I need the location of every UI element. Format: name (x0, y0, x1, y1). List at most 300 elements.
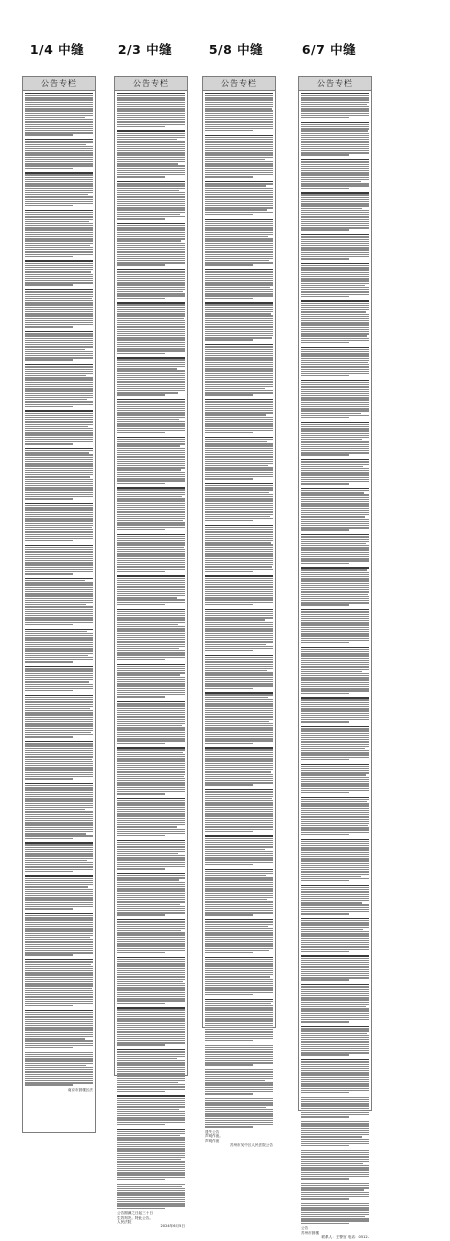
text-line (301, 263, 369, 264)
text-line (117, 97, 185, 98)
text-line (117, 740, 185, 741)
text-line (301, 1165, 369, 1166)
text-line (117, 1131, 185, 1132)
text-line (117, 445, 180, 446)
text-line (301, 764, 369, 765)
text-line (117, 950, 185, 951)
text-line (117, 882, 185, 883)
text-line (205, 274, 273, 275)
text-line (117, 381, 185, 382)
text-line (25, 589, 93, 590)
text-line (117, 379, 185, 380)
text-line (301, 541, 369, 542)
text-line (301, 1156, 369, 1157)
text-line (117, 350, 185, 351)
text-line (301, 1194, 369, 1195)
text-line (205, 714, 273, 715)
text-line (205, 95, 273, 96)
text-line (205, 593, 273, 594)
text-line (117, 331, 185, 332)
text-line (301, 1103, 369, 1104)
text-line (25, 410, 93, 411)
text-line (117, 961, 185, 962)
text-line (25, 424, 93, 425)
text-line (117, 401, 185, 402)
paragraph-gap (205, 521, 273, 524)
text-line (205, 1069, 273, 1070)
text-line (117, 652, 185, 653)
text-line (117, 708, 185, 709)
text-line (205, 150, 273, 151)
text-line (205, 199, 273, 200)
text-line (25, 704, 93, 705)
text-line (205, 888, 273, 889)
text-line (117, 152, 185, 153)
text-line (205, 408, 273, 409)
text-line (25, 750, 93, 751)
text-line (117, 139, 177, 140)
text-line (301, 843, 369, 844)
text-line (301, 662, 369, 663)
text-line (205, 672, 273, 673)
text-line (25, 723, 93, 724)
text-line (301, 730, 369, 731)
paragraph-gap (205, 832, 273, 835)
text-line (117, 240, 181, 241)
text-line (205, 589, 273, 590)
text-line (301, 889, 369, 890)
text-line (25, 814, 93, 815)
text-line (205, 635, 273, 636)
text-line (205, 454, 273, 455)
text-line (301, 479, 369, 480)
text-line (301, 829, 369, 830)
text-line (117, 646, 185, 647)
paragraph-gap (301, 835, 369, 838)
text-line (301, 779, 369, 780)
text-line (25, 479, 93, 480)
text-line (205, 459, 273, 460)
text-line (301, 852, 369, 853)
text-line (205, 679, 273, 680)
text-line (205, 630, 273, 631)
text-line (117, 879, 179, 880)
text-line (205, 280, 273, 281)
text-line (117, 551, 185, 552)
text-line (205, 859, 273, 860)
text-line (205, 609, 273, 610)
text-line (205, 613, 273, 614)
text-line (25, 1056, 93, 1057)
text-line (301, 620, 369, 621)
text-line (301, 777, 369, 778)
text-line (205, 818, 273, 819)
text-line (25, 434, 93, 435)
text-line (25, 562, 93, 563)
text-line (117, 324, 185, 325)
text-line (301, 673, 369, 674)
text-line (25, 981, 93, 982)
text-line (117, 1073, 185, 1074)
text-line (25, 831, 93, 832)
text-line (301, 655, 369, 656)
text-line (117, 1113, 185, 1114)
text-line (25, 948, 93, 949)
text-line (25, 216, 93, 217)
text-line (301, 960, 369, 961)
text-line (25, 611, 93, 612)
text-line (205, 699, 273, 700)
text-line (117, 1117, 185, 1118)
text-line (117, 254, 185, 255)
paragraph-gap (117, 660, 185, 663)
text-line (301, 300, 369, 301)
text-line (205, 445, 273, 446)
text-line (117, 760, 185, 761)
text-line (205, 582, 273, 583)
text-line (205, 553, 273, 554)
text-line (301, 602, 369, 603)
text-line (25, 655, 88, 656)
paragraph-gap (25, 257, 93, 260)
text-line (301, 219, 369, 220)
text-line (301, 631, 369, 632)
text-line (205, 1071, 273, 1072)
text-line (205, 615, 273, 616)
text-line (205, 194, 273, 195)
text-line (117, 421, 185, 422)
text-line (205, 377, 273, 378)
text-line (301, 426, 369, 427)
paragraph-gap (301, 1023, 369, 1026)
text-line (301, 430, 369, 431)
text-line (301, 569, 367, 570)
text-line (117, 135, 185, 136)
text-line (301, 1207, 369, 1208)
text-line (117, 924, 185, 925)
text-line (301, 1121, 369, 1122)
text-line (205, 760, 273, 761)
text-line (205, 511, 273, 512)
text-line (25, 485, 93, 486)
text-line (117, 866, 185, 867)
text-line (117, 774, 185, 775)
text-line (25, 529, 93, 530)
text-line (205, 1100, 273, 1101)
notice-column-1 (22, 76, 96, 1133)
text-line (301, 741, 369, 742)
text-line (205, 849, 265, 850)
text-line (25, 221, 89, 222)
text-line (25, 1069, 93, 1070)
text-line (117, 818, 185, 819)
text-line (117, 461, 185, 462)
text-line (301, 1218, 369, 1219)
text-line (117, 769, 185, 770)
text-line (301, 622, 369, 623)
text-line (25, 939, 93, 940)
text-line (301, 99, 369, 100)
text-line (25, 970, 93, 971)
text-line (117, 859, 185, 860)
text-line (25, 397, 93, 398)
text-line (301, 874, 369, 875)
text-line (117, 102, 185, 103)
paragraph-gap (301, 1118, 369, 1121)
text-line (25, 706, 93, 707)
text-line (205, 712, 273, 713)
text-line (25, 725, 93, 726)
text-line (25, 1029, 93, 1030)
text-line (25, 311, 93, 312)
text-line (301, 1167, 369, 1168)
text-line (117, 309, 185, 310)
text-line (205, 681, 273, 682)
text-line (25, 538, 93, 539)
text-line (117, 441, 185, 442)
text-line (205, 602, 273, 603)
text-line (205, 163, 273, 164)
text-line (117, 1014, 185, 1015)
text-line (301, 545, 369, 546)
text-line (25, 882, 93, 883)
text-line (117, 414, 185, 415)
text-line (25, 192, 93, 193)
text-line (205, 683, 273, 684)
text-line (117, 617, 185, 618)
text-line (205, 855, 273, 856)
text-line (117, 337, 185, 338)
paragraph-gap (117, 484, 185, 487)
text-line (25, 390, 93, 391)
text-line (25, 721, 93, 722)
text-line (301, 1189, 364, 1190)
text-line (301, 975, 369, 976)
text-line (117, 893, 185, 894)
text-line (25, 988, 92, 989)
text-line (25, 919, 93, 920)
text-line (25, 227, 93, 228)
text-line (301, 95, 369, 96)
text-line (301, 525, 369, 526)
text-line (301, 1052, 369, 1053)
text-line (117, 939, 185, 940)
text-line (301, 543, 366, 544)
text-line (205, 763, 273, 764)
text-line (25, 291, 93, 292)
text-line (25, 748, 93, 749)
text-line (25, 174, 93, 175)
text-line (301, 927, 369, 928)
text-line (205, 575, 273, 576)
text-line (25, 439, 93, 440)
text-line (205, 115, 273, 116)
text-line (117, 844, 185, 845)
paragraph-gap (205, 215, 273, 218)
text-line (301, 547, 369, 548)
text-line (117, 1109, 179, 1110)
paragraph-gap (25, 663, 93, 666)
text-line (301, 527, 369, 528)
text-line (25, 584, 93, 585)
text-line (301, 904, 369, 905)
text-line (301, 1203, 369, 1204)
text-line (25, 842, 93, 843)
text-line (205, 168, 273, 169)
paragraph-gap (205, 1066, 273, 1069)
text-line (117, 1139, 185, 1140)
text-line (301, 799, 369, 800)
text-line (25, 824, 93, 825)
text-line (25, 534, 93, 535)
text-line (117, 648, 179, 649)
text-line (301, 845, 369, 846)
text-line (117, 635, 185, 636)
text-line (301, 1154, 369, 1155)
text-line (205, 1009, 273, 1010)
text-line (25, 509, 93, 510)
text-line (117, 624, 178, 625)
text-line (301, 208, 362, 209)
text-line (117, 688, 185, 689)
text-line (117, 972, 185, 973)
text-line (117, 287, 185, 288)
text-line (117, 212, 185, 213)
text-line (205, 99, 273, 100)
text-line (301, 739, 369, 740)
text-line (117, 185, 185, 186)
text-line (25, 428, 93, 429)
text-line (301, 285, 365, 286)
text-line (25, 518, 93, 519)
text-line (25, 642, 93, 643)
text-line (25, 944, 93, 945)
text-line (117, 842, 185, 843)
text-line (301, 406, 369, 407)
text-line (301, 256, 369, 257)
text-line (25, 796, 93, 797)
text-line (205, 875, 266, 876)
text-line (117, 895, 185, 896)
text-line (205, 802, 273, 803)
text-line (25, 593, 93, 594)
text-line (25, 353, 93, 354)
text-line (301, 164, 369, 165)
text-line (205, 844, 273, 845)
text-line (301, 267, 369, 268)
text-line (25, 366, 93, 367)
text-line (301, 468, 369, 469)
text-line (301, 790, 369, 791)
text-line (25, 240, 93, 241)
text-line (117, 454, 185, 455)
text-line (301, 239, 369, 240)
text-line (117, 201, 185, 202)
text-line (205, 276, 273, 277)
text-line (301, 1072, 369, 1073)
text-line (117, 207, 185, 208)
text-line (117, 1038, 185, 1039)
text-line (301, 869, 369, 870)
text-line (301, 124, 369, 125)
text-line (25, 132, 93, 133)
paragraph-gap (205, 433, 273, 436)
text-line (205, 591, 273, 592)
text-line (25, 697, 93, 698)
text-line (301, 393, 369, 394)
text-line (25, 994, 93, 995)
text-line (301, 437, 369, 438)
text-line (25, 505, 93, 506)
text-line (117, 609, 185, 610)
text-line (117, 628, 185, 629)
text-line (205, 981, 273, 982)
text-line (205, 428, 273, 429)
text-line (117, 315, 185, 316)
text-line (301, 924, 369, 925)
text-line (117, 899, 185, 900)
text-line (301, 274, 369, 275)
text-line (117, 1036, 185, 1037)
text-line (301, 333, 369, 334)
text-line (301, 832, 369, 833)
text-line (205, 769, 273, 770)
text-line (117, 963, 185, 964)
text-line (205, 729, 273, 730)
text-line (301, 946, 369, 947)
text-line (301, 801, 367, 802)
text-line (205, 315, 273, 316)
text-line (205, 677, 273, 678)
text-line (205, 461, 273, 462)
text-line (25, 404, 93, 405)
text-line (117, 719, 185, 720)
text-line (25, 792, 93, 793)
text-line (117, 584, 185, 585)
text-line (205, 141, 273, 142)
text-line (301, 860, 369, 861)
text-line (205, 1025, 273, 1026)
text-line (301, 977, 369, 978)
text-line (301, 1220, 369, 1221)
text-line (301, 166, 369, 167)
text-line (205, 97, 273, 98)
text-line (205, 245, 273, 246)
text-line (301, 380, 369, 381)
text-line (205, 494, 273, 495)
text-line (301, 797, 369, 798)
text-line (205, 192, 273, 193)
text-line (25, 421, 93, 422)
text-line (301, 688, 369, 689)
text-line (301, 216, 369, 217)
text-line (117, 705, 185, 706)
text-line (25, 554, 93, 555)
column-body (115, 91, 187, 1231)
column-footer-line: 苏州市吴中区人民法院公告 (229, 1143, 273, 1148)
text-line (205, 893, 273, 894)
text-line (301, 728, 369, 729)
text-line (25, 415, 93, 416)
text-line (25, 388, 93, 389)
text-line (205, 961, 273, 962)
text-line (117, 1186, 182, 1187)
text-line (205, 381, 273, 382)
text-line (301, 1136, 362, 1137)
text-line (25, 322, 93, 323)
text-line (205, 137, 273, 138)
text-line (117, 569, 185, 570)
